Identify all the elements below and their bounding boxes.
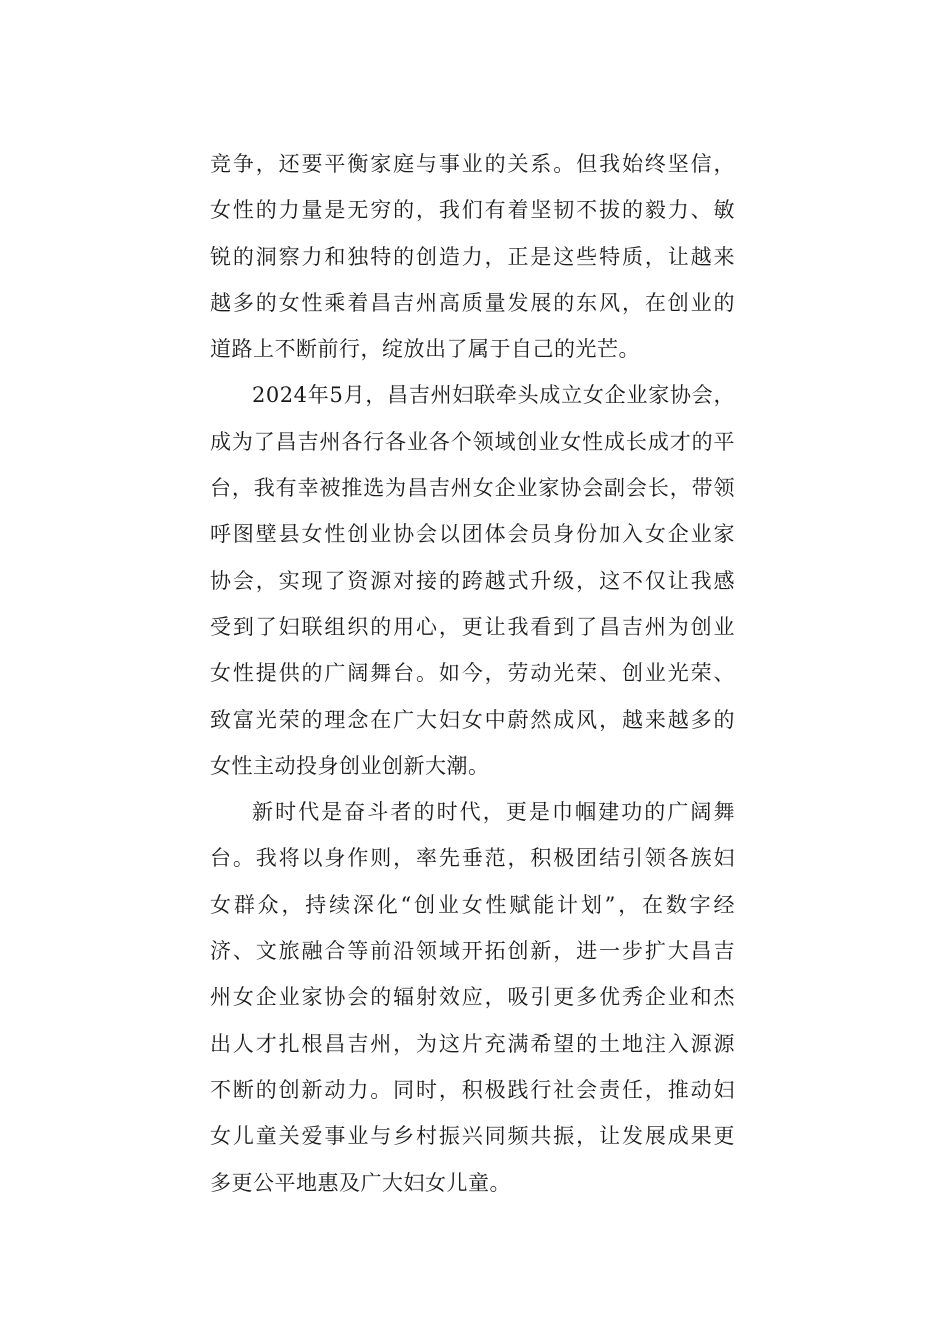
paragraph-2-line-6: 受到了妇联组织的用心，更让我看到了昌吉州为创业 [210,614,735,639]
paragraph-3-line-6: 出人才扎根昌吉州，为这片充满希望的土地注入源源 [210,1031,735,1056]
paragraph-2-line-1: 2024年5月，昌吉州妇联牵头成立女企业家协会， [252,383,735,408]
paragraph-3-line-3: 女群众，持续深化“创业女性赋能计划”，在数字经 [210,892,735,917]
paragraph-3-line-4: 济、文旅融合等前沿领域开拓创新，进一步扩大昌吉 [210,939,735,964]
paragraph-1-line-2: 女性的力量是无穷的，我们有着坚韧不拔的毅力、敏 [210,198,735,223]
paragraph-3-line-7: 不断的创新动力。同时，积极践行社会责任，推动妇 [210,1077,735,1102]
paragraph-1-line-4: 越多的女性乘着昌吉州高质量发展的东风，在创业的 [210,290,735,315]
paragraph-3-line-8: 女儿童关爱事业与乡村振兴同频共振，让发展成果更 [210,1124,735,1149]
paragraph-3-line-2: 台。我将以身作则，率先垂范，积极团结引领各族妇 [210,846,735,871]
paragraph-1-line-5: 道路上不断前行，绽放出了属于自己的光芒。 [210,337,640,362]
paragraph-1-line-3: 锐的洞察力和独特的创造力，正是这些特质，让越来 [210,244,735,269]
paragraph-2-line-9: 女性主动投身创业创新大潮。 [210,753,490,778]
paragraph-3-line-9: 多更公平地惠及广大妇女儿童。 [210,1170,511,1195]
paragraph-3-line-5: 州女企业家协会的辐射效应，吸引更多优秀企业和杰 [210,985,735,1010]
paragraph-1-line-1: 竞争，还要平衡家庭与事业的关系。但我始终坚信， [210,152,735,176]
paragraph-2-line-3: 台，我有幸被推选为昌吉州女企业家协会副会长，带领 [210,476,735,501]
paragraph-3-line-1: 新时代是奋斗者的时代，更是巾帼建功的广阔舞 [252,800,735,825]
paragraph-2-line-8: 致富光荣的理念在广大妇女中蔚然成风，越来越多的 [210,707,735,732]
body-text [210,141,735,1206]
paragraph-2-line-5: 协会，实现了资源对接的跨越式升级，这不仅让我感 [210,568,735,593]
paragraph-2-line-4: 呼图壁县女性创业协会以团体会员身份加入女企业家 [210,522,735,547]
paragraph-2-line-7: 女性提供的广阔舞台。如今，劳动光荣、创业光荣、 [210,661,735,686]
paragraph-2-line-2: 成为了昌吉州各行各业各个领域创业女性成长成才的平 [210,429,735,454]
